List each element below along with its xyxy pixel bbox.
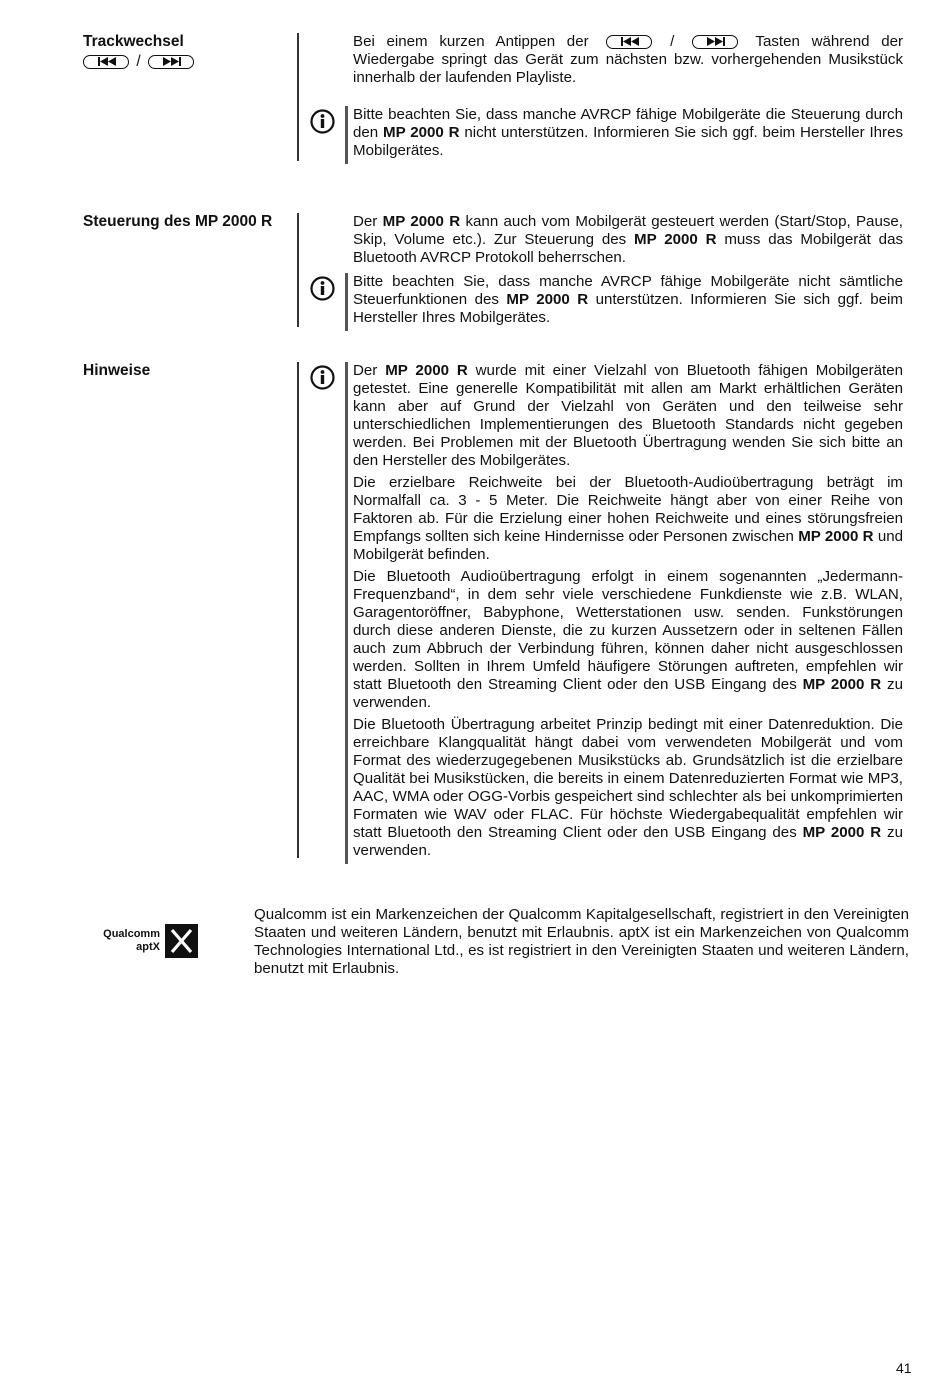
text-span: Der xyxy=(353,362,378,379)
heading-steuerung: Steuerung des MP 2000 R xyxy=(83,213,273,230)
hinweise-paragraph-2 xyxy=(353,474,903,564)
text-span: Bitte beachten Sie, dass manche AVRCP fähige Mobilgeräte nicht sämtliche Steuerfunktionen des xyxy=(353,273,903,308)
text-span: nicht unterstützen. Informieren Sie sich ggf. beim Hersteller Ihres Mobilgerätes. xyxy=(353,124,904,159)
note-hinweise xyxy=(310,362,903,864)
product-name: MP 2000 R xyxy=(798,528,874,545)
trademark-text: Qualcomm ist ein Markenzeichen der Qualcomm Kapitalgesellschaft, registriert in den Vereinigten Staaten und weiteren Ländern, benutzt mit Erlaubnis. aptX ist ein Markenzeichen von Qualcomm Technologies International Ltd., es ist registriert in den Vereinigten Staaten und weiteren Ländern, benutzt mit Erlaubnis. xyxy=(254,906,909,977)
hinweise-paragraph-4 xyxy=(353,716,903,860)
text-span: Tasten während der Wiedergabe springt das Gerät zum nächsten bzw. vorhergehenden Musikstück innerhalb der laufenden Playliste. xyxy=(353,33,904,86)
heading-key-row xyxy=(83,53,194,71)
key-separator: / xyxy=(136,53,141,70)
text-span: Die erzielbare Reichweite bei der Bluetooth-Audioübertragung beträgt im Normalfall ca. 3 - 5 Meter. Die Reichweite hängt aber von einer Reihe von Faktoren ab. Für die Erzielung einer hohen Reichweite und eines störungsfreien Empfangs sollten sich keine Hindernisse oder Personen zwischen xyxy=(353,474,903,545)
heading-hinweise: Hinweise xyxy=(83,362,151,379)
text-span: zu verwenden. xyxy=(353,824,903,859)
text-span: Die Bluetooth Audioübertragung erfolgt in einem sogenannten „Jedermann-Frequenzband“, in dem sehr viele verschiedene Funkdienste wie z.B. WLAN, Garagentoröffner, Babyphone, Wetterstationen usw. senden. Funkstörungen durch diese anderen Dienste, die zu kurzen Aussetzern oder in seltenen Fällen auch zum Abbruch der Verbindung führen, können daher nicht ausgeschlossen werden. Sollten in Ihrem Umfeld häufigere Störungen auftreten, empfehlen wir statt Bluetooth den Streaming Client oder den USB Eingang des xyxy=(353,568,903,693)
note-text xyxy=(353,106,903,160)
product-name: MP 2000 R xyxy=(382,213,461,230)
skip-previous-key xyxy=(606,35,652,49)
hinweise-paragraph-3 xyxy=(353,568,903,712)
skip-next-icon xyxy=(162,57,182,66)
note-paragraph xyxy=(353,106,903,160)
skip-next-key xyxy=(148,55,194,69)
trackwechsel-body xyxy=(353,33,903,91)
text-span: Die Bluetooth Übertragung arbeitet Prinzip bedingt mit einer Datenreduktion. Die erreichbare Klangqualität hängt dabei vom verwendeten Mobilgerät und vom Format des wiederzugegebenen Musikstücks ab. Grundsätzlich ist die erzielbare Qualität bei Musikstücken, die bereits in einem Datenreduzierten Format wie MP3, AAC, WMA oder OGG-Vorbis gespeichert sind schlechter als bei unkomprimierten Formaten wie WAV oder FLAC. Für höchste Wiedergabequalität empfehlen wir statt Bluetooth den Streaming Client oder den USB Eingang des xyxy=(353,716,903,841)
note-text xyxy=(353,362,903,860)
steuerung-body xyxy=(353,213,903,271)
column-divider xyxy=(297,33,299,161)
skip-next-icon xyxy=(706,37,726,46)
note-paragraph xyxy=(353,273,903,327)
qualcomm-aptx-logo xyxy=(90,924,200,960)
note-bar xyxy=(345,273,348,331)
text-span: Bitte beachten Sie, dass manche AVRCP fähige Mobilgeräte die Steuerung durch den xyxy=(353,106,903,141)
product-name: MP 2000 R xyxy=(506,291,589,308)
trackwechsel-paragraph xyxy=(353,33,903,87)
note-trackwechsel xyxy=(310,106,903,164)
hinweise-paragraph-1 xyxy=(353,362,903,470)
logo-line-2: aptX xyxy=(136,941,160,953)
heading-trackwechsel xyxy=(83,33,194,71)
text-span: Der xyxy=(353,213,378,230)
text-span: kann auch vom Mobilgerät gesteuert werden (Start/Stop, Pause, Skip, Volume etc.). Zur Steuerung des xyxy=(353,213,903,248)
note-bar xyxy=(345,362,348,864)
info-icon xyxy=(310,109,335,134)
skip-previous-icon xyxy=(97,57,117,66)
info-icon xyxy=(310,365,335,390)
note-steuerung xyxy=(310,273,903,331)
skip-previous-key xyxy=(83,55,129,69)
column-divider xyxy=(297,362,299,858)
text-span: unterstützen. Informieren Sie sich ggf. beim Hersteller Ihres Mobilgerätes. xyxy=(353,291,903,326)
product-name: MP 2000 R xyxy=(634,231,717,248)
text-span: / xyxy=(670,33,675,50)
text-span: Bei einem kurzen Antippen der xyxy=(353,33,589,50)
product-name: MP 2000 R xyxy=(383,124,460,141)
product-name: MP 2000 R xyxy=(802,676,882,693)
note-text xyxy=(353,273,903,327)
product-name: MP 2000 R xyxy=(385,362,468,379)
qualcomm-wordmark xyxy=(90,928,160,954)
text-span: zu verwenden. xyxy=(353,676,903,711)
product-name: MP 2000 R xyxy=(802,824,882,841)
skip-next-key xyxy=(692,35,738,49)
logo-line-1: Qualcomm xyxy=(103,928,160,940)
skip-previous-icon xyxy=(620,37,640,46)
text-span: wurde mit einer Vielzahl von Bluetooth fähigen Mobilgeräten getestet. Eine generelle Kompatibilität mit allen am Markt erhältlichen Geräten kann aber auf Grund der Vielzahl von Geräten und den teilweise sehr unterschiedlichen Implementierungen des Bluetooth Standards nicht gegeben werden. Bei Problemen mit der Bluetooth Übertragung wenden Sie sich bitte an den Hersteller des Mobilgerätes. xyxy=(353,362,903,469)
text-span: muss das Mobilgerät das Bluetooth AVRCP Protokoll beherrschen. xyxy=(353,231,904,266)
page-number: 41 xyxy=(896,1360,912,1376)
column-divider xyxy=(297,213,299,327)
heading-trackwechsel-title: Trackwechsel xyxy=(83,33,184,50)
text-span: und Mobilgerät befinden. xyxy=(353,528,904,563)
note-bar xyxy=(345,106,348,164)
aptx-logo-icon xyxy=(165,924,198,958)
info-icon xyxy=(310,276,335,301)
steuerung-paragraph xyxy=(353,213,903,267)
